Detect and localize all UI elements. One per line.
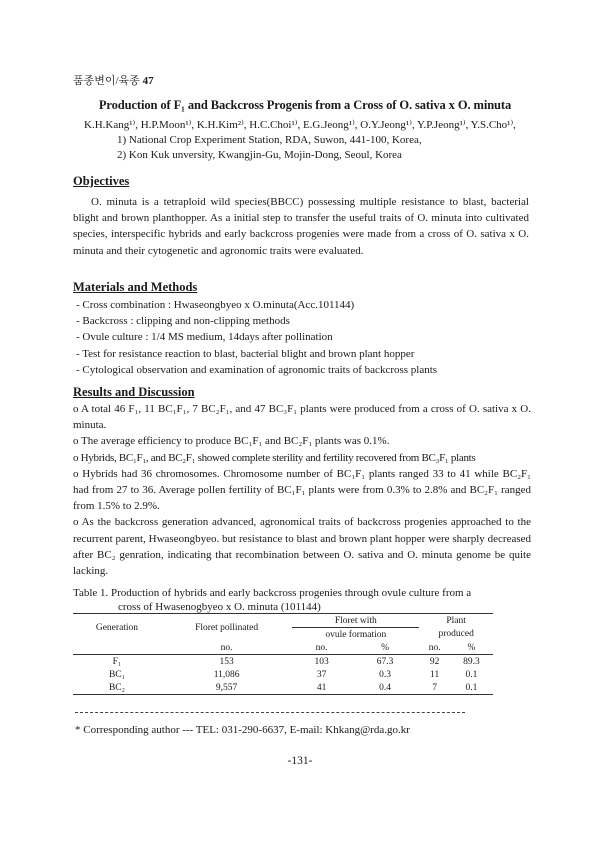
table-caption (73, 586, 533, 614)
table-cell: 67.3 (376, 656, 394, 667)
table-subheader-no: no. (315, 642, 328, 653)
table-cell: 0.3 (379, 669, 392, 680)
table-header-generation: Generation (95, 622, 139, 633)
table-cell: F₁ (112, 656, 122, 667)
objectives-heading: Objectives (73, 174, 130, 188)
corresponding-author-note: * Corresponding author --- TEL: 031-290-6637, E-mail: Khkang@rda.go.kr (75, 724, 410, 736)
author-list: K.H.Kang¹⁾, H.P.Moon¹⁾, K.H.Kim²⁾, H.C.Choi¹⁾, E.G.Jeong¹⁾, O.Y.Jeong¹⁾, Y.P.Jeong¹⁾, Y.S.Cho¹⁾, (84, 119, 516, 131)
table-cell: 7 (432, 682, 437, 693)
methods-heading: Materials and Methods (73, 280, 198, 294)
table-header-plant-1: Plant (446, 615, 466, 626)
affiliation-2: 2) Kon Kuk unversity, Kwangjin-Gu, Mojin-Dong, Seoul, Korea (117, 149, 402, 161)
table-cell: 11,086 (213, 669, 240, 680)
table-cell: 153 (219, 656, 234, 667)
paper-title: Production of F₁ and Backcross Progenis from a Cross of O. sativa x O. minuta (98, 98, 512, 112)
table-row (73, 681, 493, 695)
table-subheader-no: no. (428, 642, 441, 653)
header-text: 품종변이/육종 (73, 75, 140, 87)
results-heading: Results and Discussion (73, 385, 195, 399)
running-header (73, 72, 154, 88)
objectives-text: O. minuta is a tetraploid wild species(BBCC) possessing multiple resistance to blast, bacterial blight and brown planthopper. As a initial step to transfer the useful traits of O. minuta into cultivated species, interspecific hybrids and early backcross progenies were made from a cross of O. sativa x O. minuta and their cytogenetic and agronomic traits were evaluated. (73, 196, 529, 257)
footnote-divider (75, 712, 465, 713)
table-header-ovule-1: Floret with (334, 615, 377, 626)
table-cell: 11 (430, 669, 440, 680)
table-cell: 0.1 (465, 682, 478, 693)
list-item: - Ovule culture : 1/4 MS medium, 14days after pollination (76, 331, 333, 344)
list-item: o Hybrids, BC₁F₁, and BC₂F₁ showed complete sterility and fertility recovered from BC₃F₁ plants (73, 451, 476, 464)
table-cell: 9,557 (215, 682, 238, 693)
list-item: o As the backcross generation advanced, agronomical traits of backcross progenies approached to the recurrent parent, Hwaseongbyeo. but resistance to blast and brown plant hopper were sharply decreased after BC₂ genration, indicating that recombination between O. sativa and O. minuta genome be quite lacking. (73, 516, 531, 578)
table-cell: BC₁ (108, 669, 125, 680)
table-cell: 0.1 (465, 669, 478, 680)
table-header-plant-2: produced (438, 629, 474, 640)
table-subheader-pct: % (381, 642, 390, 653)
table-cell: 89.3 (463, 656, 480, 667)
table-header-ovule-2: ovule formation (292, 628, 419, 642)
caption-line-2: cross of Hwasenogbyeo x O. minuta (101144) (118, 601, 321, 613)
header-page: 47 (142, 75, 154, 87)
table-row (73, 655, 493, 669)
list-item: o The average efficiency to produce BC₁F₁ and BC₂F₁ plants was 0.1%. (73, 435, 390, 448)
methods-list (76, 297, 437, 378)
page-number: -131- (287, 755, 313, 767)
results-table (73, 613, 493, 695)
table-cell: 41 (316, 682, 327, 693)
table-cell: 37 (316, 669, 327, 680)
list-item: - Cross combination : Hwaseongbyeo x O.minuta(Acc.101144) (76, 299, 355, 311)
table-cell: BC₂ (108, 682, 125, 693)
table-subheader-empty (73, 641, 161, 655)
table-header-floret: Floret pollinated (195, 622, 259, 633)
table-cell: 103 (314, 656, 329, 667)
list-item: - Backcross : clipping and non-clipping methods (76, 315, 290, 328)
table-subheader-no: no. (220, 642, 233, 653)
list-item: - Test for resistance reaction to blast, bacterial blight and brown plant hopper (76, 347, 415, 360)
list-item: - Cytological observation and examination of agronomic traits of backcross plants (76, 363, 438, 376)
affiliation-1: 1) National Crop Experiment Station, RDA, Suwon, 441-100, Korea, (117, 134, 422, 146)
list-item: o Hybrids had 36 chromosomes. Chromosome number of BC₁F₁ plants ranged 33 to 41 while BC₂F₁ had from 27 to 36. Average pollen fertility of BC₁F₁ plants were from 0.3% to 2.8% and BC₂F₁ ranged from 1.5% to 2.9%. (73, 467, 531, 513)
list-item: o A total 46 F₁, 11 BC₁F₁, 7 BC₂F₁, and 47 BC₃F₁ plants were produced from a cross of O. sativa x O. minuta. (73, 403, 531, 432)
table-cell: 92 (429, 656, 440, 667)
table-cell: 0.4 (379, 682, 392, 693)
caption-line-1: Table 1. Production of hybrids and early backcross progenies through ovule culture from a (73, 587, 472, 599)
table-row (73, 668, 493, 681)
table-subheader-pct: % (467, 642, 476, 653)
results-list (73, 401, 531, 579)
